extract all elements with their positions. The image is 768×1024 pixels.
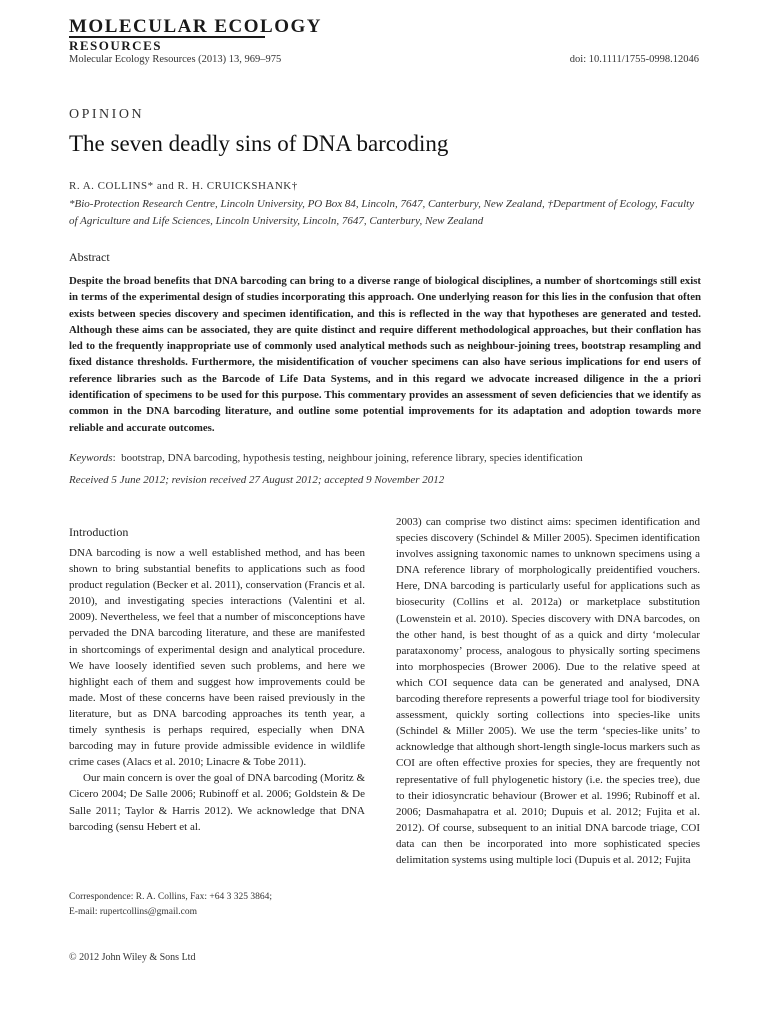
keywords-text: bootstrap, DNA barcoding, hypothesis testing, neighbour joining, reference library, species identification: [121, 452, 583, 464]
section-label: OPINION: [69, 107, 145, 122]
body-column-left: [69, 545, 365, 835]
keywords-colon: :: [112, 452, 122, 464]
correspondence: [69, 890, 365, 920]
copyright-footer: © 2012 John Wiley & Sons Ltd: [69, 952, 196, 963]
correspondence-email[interactable]: E-mail: rupertcollins@gmail.com: [69, 907, 197, 917]
citation: Molecular Ecology Resources (2013) 13, 969–975: [69, 54, 282, 65]
running-head: [69, 54, 699, 65]
journal-name-line2: RESOURCES: [69, 38, 162, 53]
keywords-label: Keywords: [69, 452, 113, 464]
abstract-text: Despite the broad benefits that DNA barcoding can bring to a diverse range of biological disciplines, a number of shortcomings still exist in terms of the experimental design of studies incorporating this approach. One underlying reason for this lies in the confusion that often exists between species discovery and specimen identification, and this is reflected in the way that hypotheses are generated and tested. Although these aims can be associated, they are quite distinct and require different methodological approaches, but their conflation has led to the frequently inappropriate use of commonly used analytical methods such as neighbour-joining trees, bootstrap resampling and fixed distance thresholds. Furthermore, the misidentification of voucher specimens can also have serious implications for end users of reference libraries such as the Barcode of Life Data Systems, and in this regard we advocate increased diligence in the a priori identification of specimens to be used for this purpose. This commentary provides an assessment of seven deficiencies that we identify as common in the DNA barcoding literature, and outline some potential improvements for its adaptation and adoption towards more reliable and accurate outcomes.: [69, 275, 701, 434]
affiliations: *Bio-Protection Research Centre, Lincoln University, PO Box 84, Lincoln, 7647, Canterbury, New Zealand, †Department of Ecology, Faculty of Agriculture and Life Sciences, Lincoln University, Lincoln, 7647, Canterbury, New Zealand: [69, 198, 695, 227]
intro-paragraph-2: Our main concern is over the goal of DNA barcoding (Moritz & Cicero 2004; De Salle 2006; Rubinoff et al. 2006; Goldstein & De Salle 2011; Taylor & Harris 2012). We acknowledge that DNA barcoding (sensu Hebert et al.: [69, 772, 365, 833]
abstract-heading: Abstract: [69, 250, 110, 264]
intro-paragraph-1: DNA barcoding is now a well established method, and has been shown to bring substantial benefits to applications such as food product regulation (Becker et al. 2011), conservation (Francis et al. 2010), and investigating species interactions (Valentini et al. 2009). Nevertheless, we feel that a number of misconceptions have pervaded the DNA barcoding literature, and these are manifested in shortcomings of experimental design and analytical procedure. We have loosely identified seven such problems, and here we highlight each of them and suggest how improvements could be made. Most of these concerns have been raised previously in the literature, but as DNA barcoding approaches its tenth year, a timely synthesis is perhaps required, especially when DNA barcoding may in future provide admissible evidence in wildlife crime cases (Alacs et al. 2010; Linacre & Tobe 2011).: [69, 547, 365, 769]
received-dates: Received 5 June 2012; revision received 27 August 2012; accepted 9 November 2012: [69, 474, 445, 486]
journal-masthead: [69, 16, 322, 53]
correspondence-line1: Correspondence: R. A. Collins, Fax: +64 3 325 3864;: [69, 892, 273, 902]
body-column-right: [396, 514, 700, 868]
journal-name-line1: MOLECULAR ECOLOGY: [69, 16, 322, 37]
article-title: The seven deadly sins of DNA barcoding: [69, 131, 449, 156]
intro-paragraph-continued: 2003) can comprise two distinct aims: specimen identification and species discovery (Schindel & Miller 2005). Specimen identification involves assigning taxonomic names to unknown specimens using a DNA reference library of morphologically preidentified vouchers. Here, DNA barcoding is particularly useful for applications such as biosecurity (Collins et al. 2012a) or marketplace substitution (Lowenstein et al. 2010). Species discovery with DNA barcodes, on the other hand, is best thought of as a quick and dirty ‘molecular parataxonomy’ process, analogous to physically sorting specimens into morphospecies (Brower 2006). Due to the relative speed at which COI sequence data can be generated and analysed, DNA barcoding therefore represents a powerful triage tool for biodiversity assessment, quickly sorting collections into species-like units (Schindel & Miller 2005). We use the term ‘species-like units’ to acknowledge that although short-length single-locus markers such as COI are often effective proxies for species, they are frequently not representative of full phylogenetic history (i.e. the species tree), due to their idiosyncratic behaviour (Brower et al. 1996; Rubinoff et al. 2006; Dasmahapatra et al. 2010; Dupuis et al. 2012; Fujita et al. 2012). Of course, subsequent to an initial DNA barcode triage, COI data can then be incorporated into more sophisticated species delimitation systems using multiple loci (Dupuis et al. 2012; Fujita: [396, 516, 700, 866]
introduction-heading: Introduction: [69, 525, 129, 539]
keywords: [69, 452, 709, 464]
doi[interactable]: doi: 10.1111/1755-0998.12046: [569, 54, 699, 65]
authors: R. A. COLLINS* and R. H. CRUICKSHANK†: [69, 180, 298, 192]
